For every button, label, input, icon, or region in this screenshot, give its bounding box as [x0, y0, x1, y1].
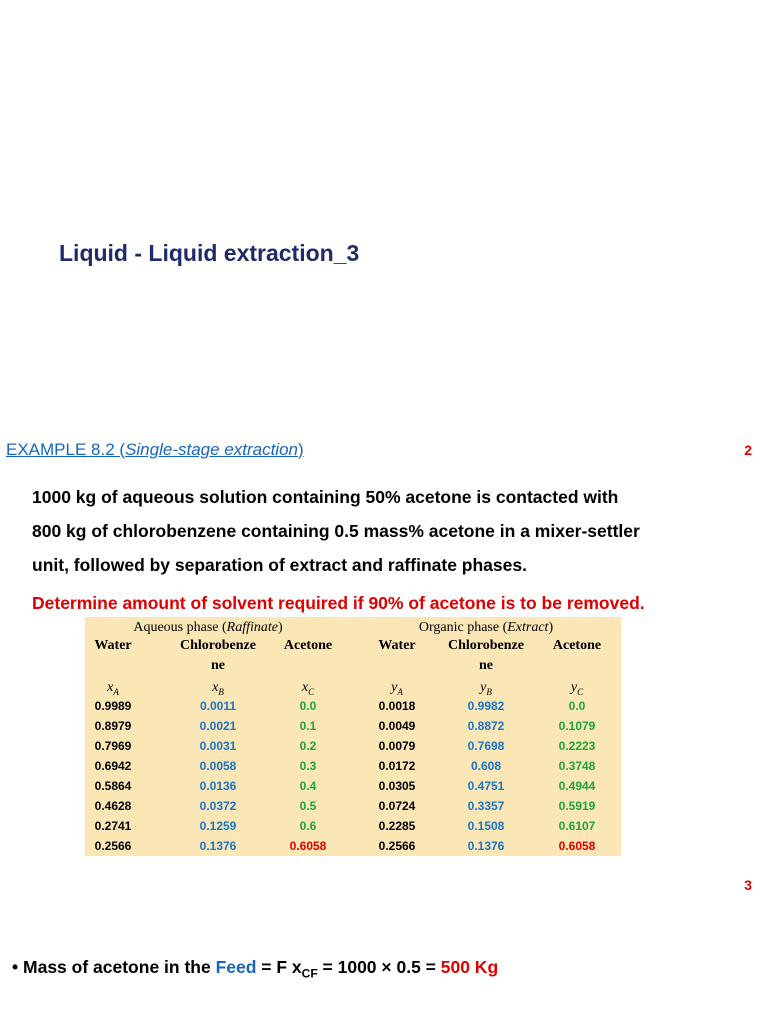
- table-cell: 0.9982: [467, 699, 505, 713]
- table-cell: 0.1376: [467, 839, 505, 853]
- table-cell: 0.8979: [94, 719, 132, 733]
- task-statement: Determine amount of solvent required if 90% of acetone is to be removed.: [32, 593, 645, 613]
- problem-line-1: 1000 kg of aqueous solution containing 50% acetone is contacted with: [32, 487, 619, 507]
- bullet-text-b: = F x: [256, 957, 302, 977]
- column-symbol: [173, 680, 263, 697]
- page-number: 2: [744, 442, 752, 458]
- feed-subscript: CF: [301, 966, 318, 981]
- problem-statement: [32, 480, 732, 582]
- table-cell: 0.8872: [467, 719, 505, 733]
- column-header: Chlorobenze: [180, 638, 256, 653]
- group-header-organic-italic: Extract: [507, 620, 549, 635]
- table-cell: 0.5919: [558, 799, 596, 813]
- table-cell: 0.0136: [199, 779, 237, 793]
- table-cell: 0.5864: [94, 779, 132, 793]
- table-cell: 0.6107: [558, 819, 596, 833]
- table-cell: 0.3: [299, 759, 317, 773]
- bullet-result: 500 Kg: [440, 957, 499, 977]
- column-symbol-sub: A: [397, 686, 403, 697]
- table-cell: 0.4628: [94, 799, 132, 813]
- table-cell: 0.2285: [378, 819, 416, 833]
- group-header-aqueous: [105, 620, 311, 636]
- table-cell: 0.6942: [94, 759, 132, 773]
- column-symbol: [68, 680, 158, 697]
- group-header-organic-prefix: Organic phase (: [418, 620, 508, 635]
- table-cell: 0.1079: [558, 719, 596, 733]
- group-header-organic: [375, 620, 597, 636]
- page-title: Liquid - Liquid extraction_3: [59, 240, 360, 266]
- column-symbol-base: y: [391, 680, 398, 695]
- column-symbol-sub: C: [308, 686, 315, 697]
- group-header-aqueous-italic: Raffinate: [226, 620, 278, 635]
- table-cell: 0.0018: [378, 699, 416, 713]
- column-symbol-base: x: [107, 680, 114, 695]
- table-cell: 0.0724: [378, 799, 416, 813]
- table-cell: 0.4944: [558, 779, 596, 793]
- table-cell: 0.0: [568, 699, 586, 713]
- column-symbol: [532, 680, 622, 697]
- column-symbol: [352, 680, 442, 697]
- column-symbol-sub: B: [486, 686, 492, 697]
- table-cell: 0.0172: [378, 759, 416, 773]
- table-cell: 0.6: [299, 819, 317, 833]
- column-symbol-sub: C: [577, 686, 584, 697]
- column-header-wrap: ne: [479, 658, 493, 673]
- column-symbol-base: y: [570, 680, 578, 695]
- example-heading: [6, 440, 304, 460]
- column-header-wrap: ne: [211, 658, 225, 673]
- table-cell: 0.0021: [199, 719, 237, 733]
- column-symbol-sub: B: [218, 686, 224, 697]
- column-header: Acetone: [552, 638, 602, 653]
- table-cell: 0.0: [299, 699, 317, 713]
- group-header-aqueous-prefix: Aqueous phase (: [133, 620, 227, 635]
- example-label-prefix: EXAMPLE 8.2 (: [6, 440, 126, 459]
- table-cell: 0.2741: [94, 819, 132, 833]
- column-header: Water: [94, 638, 132, 653]
- table-cell: 0.0031: [199, 739, 237, 753]
- table-cell: 0.0305: [378, 779, 416, 793]
- table-cell: 0.5: [299, 799, 317, 813]
- table-cell: 0.7698: [467, 739, 505, 753]
- page-number-next: 3: [744, 877, 752, 893]
- problem-line-2: 800 kg of chlorobenzene containing 0.5 mass% acetone in a mixer-settler: [32, 521, 640, 541]
- table-cell: 0.6058: [558, 839, 596, 853]
- column-header: Acetone: [283, 638, 333, 653]
- column-header: Chlorobenze: [448, 638, 524, 653]
- column-symbol-base: x: [212, 680, 219, 695]
- table-cell: 0.7969: [94, 739, 132, 753]
- table-cell: 0.4751: [467, 779, 505, 793]
- table-cell: 0.9989: [94, 699, 132, 713]
- table-cell: 0.3357: [467, 799, 505, 813]
- table-cell: 0.1376: [199, 839, 237, 853]
- column-symbol-base: y: [480, 680, 487, 695]
- bullet-point: [12, 957, 498, 981]
- equilibrium-data-table: [85, 617, 621, 856]
- table-cell: 0.4: [299, 779, 317, 793]
- bullet-marker: •: [12, 957, 19, 977]
- group-header-organic-suffix: ): [548, 620, 554, 635]
- table-cell: 0.0372: [199, 799, 237, 813]
- table-cell: 0.0049: [378, 719, 416, 733]
- example-label-italic: Single-stage extraction: [125, 440, 298, 459]
- table-cell: 0.0058: [199, 759, 237, 773]
- column-symbol-base: x: [301, 680, 309, 695]
- table-cell: 0.6058: [289, 839, 327, 853]
- column-symbol-sub: A: [113, 686, 119, 697]
- table-cell: 0.0079: [378, 739, 416, 753]
- table-cell: 0.1508: [467, 819, 505, 833]
- table-cell: 0.1259: [199, 819, 237, 833]
- bullet-text-a: Mass of acetone in the: [23, 957, 216, 977]
- column-symbol: [441, 680, 531, 697]
- table-cell: 0.2566: [378, 839, 416, 853]
- table-cell: 0.2: [299, 739, 317, 753]
- table-cell: 0.2566: [94, 839, 132, 853]
- group-header-aqueous-suffix: ): [277, 620, 283, 635]
- table-cell: 0.0011: [199, 699, 237, 713]
- problem-line-3: unit, followed by separation of extract and raffinate phases.: [32, 555, 527, 575]
- bullet-text-c: = 1000 × 0.5 =: [317, 957, 441, 977]
- example-label-suffix: ): [298, 440, 304, 459]
- table-cell: 0.608: [470, 759, 502, 773]
- table-cell: 0.3748: [558, 759, 596, 773]
- column-header: Water: [378, 638, 416, 653]
- feed-word: Feed: [215, 957, 257, 977]
- table-cell: 0.1: [299, 719, 317, 733]
- table-cell: 0.2223: [558, 739, 596, 753]
- column-symbol: [263, 680, 353, 697]
